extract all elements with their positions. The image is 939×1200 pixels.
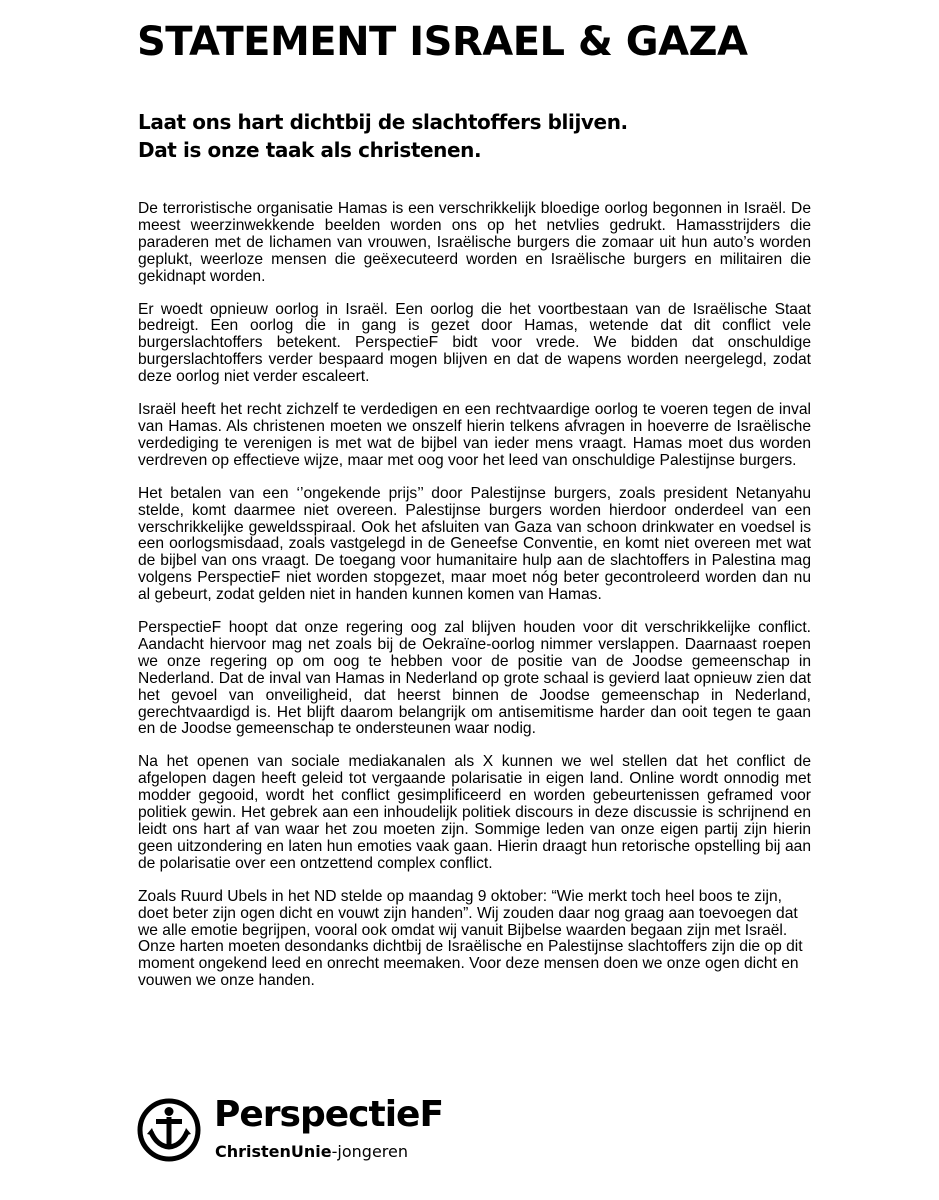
subtitle-line-1: Laat ons hart dichtbij de slachtoffers blijven. <box>138 110 628 134</box>
paragraph-2: Er woedt opnieuw oorlog in Israël. Een oorlog die het voortbestaan van de Israëlische Staat bedreigt. Een oorlog die in gang is gezet door Hamas, wetende dat dit conflict vele burgerslachtoffers betekent. PerspectieF bidt voor vrede. We bidden dat onschuldige burgerslachtoffers verder bespaard mogen blijven en dat de wapens worden neergelegd, zodat deze oorlog niet verder escaleert. <box>138 300 811 386</box>
brand-subtitle <box>215 1142 408 1162</box>
paragraph-3: Israël heeft het recht zichzelf te verdedigen en een rechtvaardige oorlog te voeren tegen de inval van Hamas. Als christenen moeten we onszelf hierin telkens afvragen in hoeverre de Israëlische verdediging te verenigen is met wat de bijbel van ieder mens vraagt. Hamas moet dus worden verdreven op effectieve wijze, maar met oog voor het leed van onschuldige Palestijnse burgers. <box>138 401 811 469</box>
paragraph-6: Na het openen van sociale mediakanalen als X kunnen we wel stellen dat het conflict de afgelopen dagen heeft geleid tot vergaande polarisatie in eigen land. Online wordt onnodig met modder gegooid, wordt het conflict gesimplificeerd en worden gebeurtenissen geframed voor politiek gewin. Het gebrek aan een inhoudelijk politiek discours in deze discussie is schrijnend en leidt ons hart af van waar het zou moeten zijn. Sommige leden van onze eigen partij zijn hierin geen uitzondering en laten hun emoties vaak gaan. Hierin draagt hun retorische opstelling bij aan de polarisatie over een ontzettend complex conflict. <box>138 753 811 872</box>
perspectief-logo <box>137 1094 557 1174</box>
subtitle-line-2: Dat is onze taak als christenen. <box>138 138 482 162</box>
brand-subtitle-bold: ChristenUnie <box>215 1142 332 1161</box>
paragraph-7: Zoals Ruurd Ubels in het ND stelde op maandag 9 oktober: “Wie merkt toch heel boos te zijn, doet beter zijn ogen dicht en vouwt zijn handen”. Wij zouden daar nog graag aan toevoegen dat we alle emotie begrijpen, vooral ook omdat wij vanuit Bijbelse waarden begaan zijn met Israël. Onze harten moeten desondanks dichtbij de Israëlische en Palestijnse slachtoffers zijn die op dit moment ongekend leed en onrecht meemaken. Voor deze mensen doen we onze ogen dicht en vouwen we onze handen. <box>138 887 803 990</box>
anchor-cross-circle-icon <box>137 1098 201 1162</box>
brand-subtitle-rest: -jongeren <box>331 1142 408 1161</box>
statement-body <box>138 201 811 1006</box>
paragraph-5: PerspectieF hoopt dat onze regering oog zal blijven houden voor dit verschrikkelijke conflict. Aandacht hiervoor mag net zoals bij de Oekraïne-oorlog nimmer verslappen. Daarnaast roepen we onze regering op om oog te hebben voor de positie van de Joodse gemeenschap in Nederland. Dat de inval van Hamas in Nederland op grote schaal is gevierd laat opnieuw zien dat het gevoel van onveiligheid, dat heerst binnen de Joodse gemeenschap in Nederland, gerechtvaardigd is. Het blijft daarom belangrijk om antisemitisme harder dan ooit tegen te gaan en de Joodse gemeenschap te ondersteunen waar nodig. <box>138 619 811 738</box>
brand-name: PerspectieF <box>214 1094 444 1135</box>
subtitle <box>138 108 628 164</box>
paragraph-1: De terroristische organisatie Hamas is een verschrikkelijk bloedige oorlog begonnen in Israël. De meest weerzinwekkende beelden worden ons op het netvlies gedrukt. Hamasstrijders die paraderen met de lichamen van vrouwen, Israëlische burgers die zomaar uit hun auto’s worden geplukt, weerloze mensen die geëxecuteerd worden en Israëlische burgers en militairen die gekidnapt worden. <box>138 200 811 285</box>
page-title: STATEMENT ISRAEL & GAZA <box>137 19 748 65</box>
paragraph-4: Het betalen van een ‘’ongekende prijs’’ door Palestijnse burgers, zoals president Netanyahu stelde, komt daarmee niet overeen. Palestijnse burgers worden hierdoor onderdeel van een verschrikkelijke geweldsspiraal. Ook het afsluiten van Gaza van schoon drinkwater en voedsel is een oorlogsmisdaad, zoals vastgelegd in de Geneefse Conventie, en komt niet overeen met wat de bijbel van ons vraagt. De toegang voor humanitaire hulp aan de slachtoffers in Palestina mag volgens PerspectieF niet worden stopgezet, maar moet nóg beter gecontroleerd worden dan nu al gebeurt, zodat gelden niet in handen kunnen komen van Hamas. <box>138 484 811 604</box>
